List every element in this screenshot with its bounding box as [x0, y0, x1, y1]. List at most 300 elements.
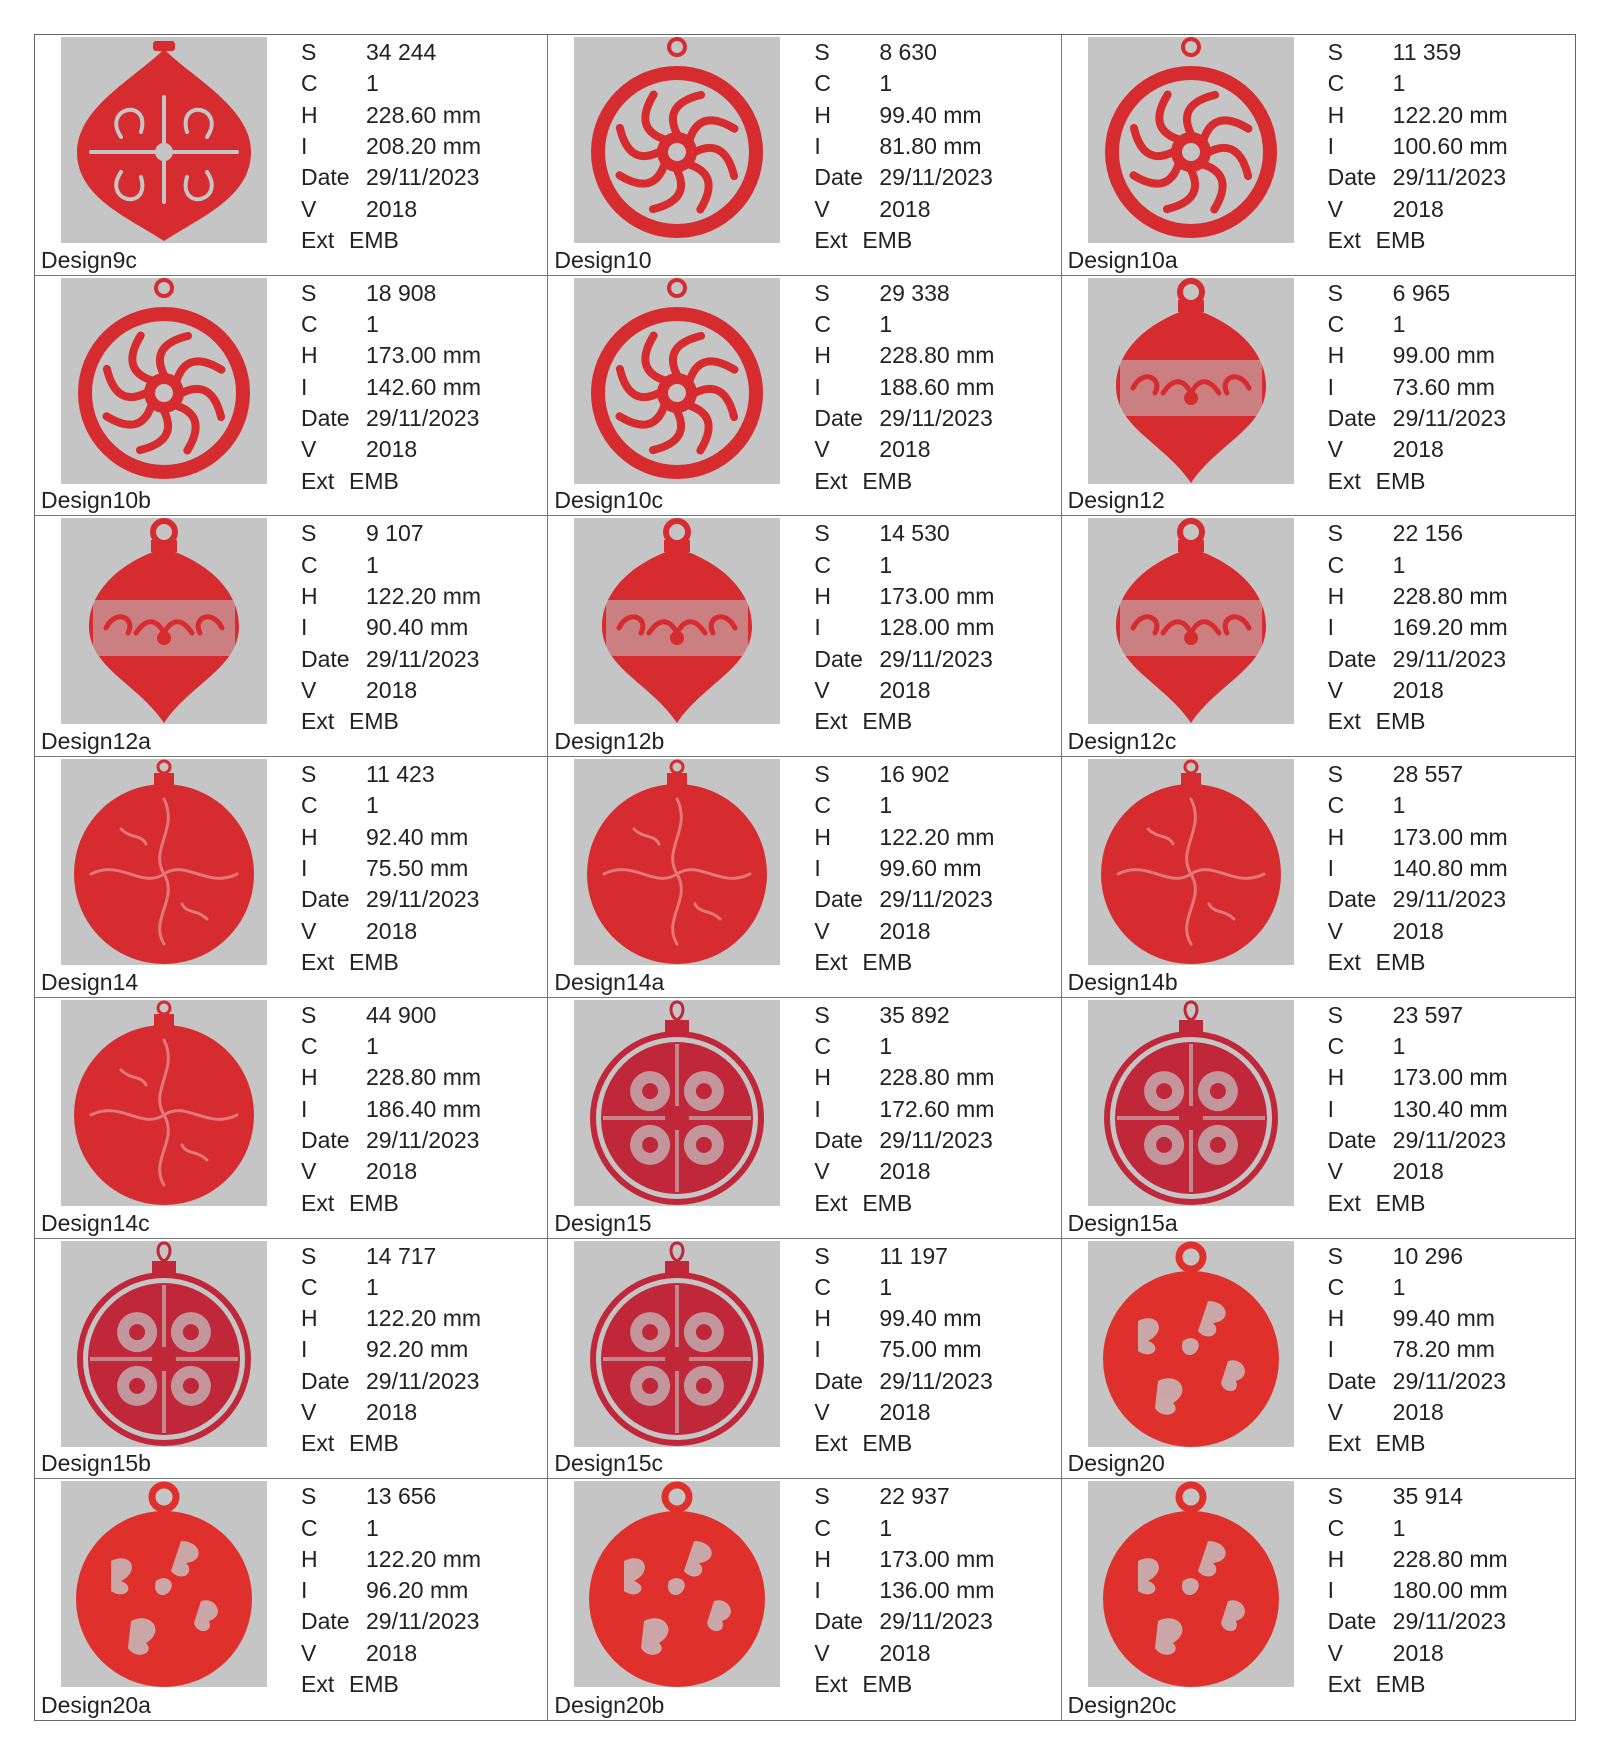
property-label: V	[814, 676, 830, 703]
property-value: EMB	[1375, 708, 1426, 735]
design-name: Design20a	[41, 1691, 151, 1718]
property-value: 99.40 mm	[879, 101, 982, 128]
property-value: 96.20 mm	[366, 1577, 469, 1604]
property-label: V	[1327, 436, 1343, 463]
property-value: 92.20 mm	[366, 1336, 469, 1363]
property-value: 1	[1392, 70, 1406, 97]
design-card[interactable]	[548, 757, 1061, 998]
property-label: C	[814, 1033, 831, 1060]
property-label: I	[301, 132, 308, 159]
ornament-solid-ball-icon	[574, 759, 780, 965]
design-card[interactable]	[1062, 516, 1575, 757]
property-label: Ext	[1327, 948, 1361, 975]
property-value: EMB	[1375, 948, 1426, 975]
property-label: Date	[1327, 404, 1377, 431]
property-value: EMB	[349, 948, 399, 975]
property-label: Date	[814, 1608, 863, 1635]
property-value: EMB	[1375, 226, 1426, 253]
property-label: Date	[1327, 1608, 1377, 1635]
property-label: S	[814, 279, 830, 306]
design-card[interactable]	[548, 276, 1061, 517]
property-label: C	[1327, 551, 1345, 578]
property-label: S	[814, 1242, 830, 1269]
property-value: 2018	[1392, 676, 1444, 703]
property-value: 2018	[879, 676, 931, 703]
design-name: Design15b	[41, 1450, 151, 1477]
property-label: C	[301, 70, 318, 97]
property-label: S	[301, 520, 317, 547]
property-value: 228.80 mm	[879, 1064, 995, 1091]
property-value: 228.80 mm	[1392, 1545, 1508, 1572]
property-label: Date	[1327, 164, 1377, 191]
design-card[interactable]	[35, 1239, 548, 1480]
property-value: 2018	[366, 917, 418, 944]
property-value: 29/11/2023	[366, 886, 480, 913]
property-value: 73.60 mm	[1392, 373, 1495, 400]
ornament-snowflake-ring-icon	[574, 37, 780, 243]
property-value: 2018	[1392, 195, 1444, 222]
property-label: C	[814, 311, 831, 337]
property-label: H	[814, 583, 831, 610]
property-label: H	[814, 823, 831, 850]
property-label: C	[301, 551, 318, 578]
property-label: H	[1327, 583, 1345, 610]
design-card[interactable]	[35, 516, 548, 757]
property-value: 180.00 mm	[1392, 1577, 1508, 1604]
ornament-leaf-cutout-icon	[1088, 1241, 1294, 1447]
property-value: 122.20 mm	[366, 1305, 482, 1332]
design-card[interactable]	[1062, 998, 1575, 1239]
property-label: H	[1327, 1064, 1345, 1091]
design-card[interactable]	[1062, 1479, 1575, 1720]
ornament-banded-bauble-icon	[61, 518, 267, 724]
property-value: 29/11/2023	[366, 1127, 480, 1154]
property-value: 1	[1392, 1514, 1406, 1541]
property-label: S	[814, 520, 830, 547]
property-value: 9 107	[366, 520, 424, 547]
property-label: I	[814, 614, 821, 641]
property-label: V	[814, 436, 830, 463]
design-card[interactable]	[35, 276, 548, 517]
property-label: C	[1327, 70, 1345, 97]
property-value: 2018	[366, 1399, 418, 1426]
property-label: Ext	[1327, 1430, 1361, 1457]
property-value: 1	[879, 551, 893, 578]
property-value: 99.40 mm	[1392, 1305, 1495, 1332]
property-value: EMB	[1375, 1430, 1426, 1457]
design-card[interactable]	[1062, 276, 1575, 517]
property-value: 29/11/2023	[879, 645, 993, 672]
property-label: S	[301, 761, 317, 788]
property-value: 29/11/2023	[366, 164, 480, 191]
property-value: 22 937	[879, 1483, 950, 1510]
property-value: EMB	[862, 1430, 913, 1457]
property-value: 35 914	[1392, 1483, 1464, 1510]
property-value: 29/11/2023	[879, 164, 993, 191]
property-value: 2018	[1392, 1639, 1444, 1666]
property-value: EMB	[862, 1189, 913, 1216]
property-value: 75.50 mm	[366, 855, 469, 882]
property-label: S	[301, 279, 317, 306]
property-label: C	[814, 1514, 831, 1541]
design-name: Design20c	[1067, 1691, 1177, 1718]
property-label: Ext	[1327, 1671, 1361, 1698]
property-value: 81.80 mm	[879, 132, 982, 159]
property-value: 2018	[879, 1639, 931, 1666]
property-label: I	[301, 1577, 308, 1604]
property-label: Date	[814, 1127, 863, 1154]
property-label: S	[814, 39, 830, 65]
property-value: 122.20 mm	[1392, 101, 1508, 128]
property-label: V	[301, 917, 317, 944]
property-value: 228.80 mm	[879, 342, 995, 369]
property-value: 29/11/2023	[1392, 645, 1507, 672]
property-value: EMB	[1375, 1189, 1426, 1216]
property-value: 29/11/2023	[1392, 1127, 1507, 1154]
property-value: 2018	[879, 1399, 931, 1426]
property-value: 1	[879, 1273, 893, 1300]
property-label: H	[814, 1305, 831, 1332]
design-card[interactable]	[35, 998, 548, 1239]
property-value: 99.00 mm	[1392, 342, 1495, 369]
design-name: Design12	[1067, 487, 1165, 514]
property-label: S	[301, 39, 317, 65]
property-value: 18 908	[366, 279, 437, 306]
property-label: Date	[1327, 1367, 1377, 1394]
property-value: 2018	[1392, 1399, 1444, 1426]
design-card[interactable]	[548, 998, 1061, 1239]
design-card[interactable]	[35, 35, 548, 276]
property-value: 75.00 mm	[879, 1336, 982, 1363]
property-value: 140.80 mm	[1392, 855, 1508, 882]
property-label: I	[1327, 373, 1335, 400]
property-label: C	[1327, 1273, 1345, 1300]
property-label: I	[1327, 614, 1335, 641]
property-label: H	[814, 1064, 831, 1091]
design-name: Design12b	[554, 728, 665, 755]
property-label: I	[814, 373, 821, 400]
property-label: C	[1327, 1514, 1345, 1541]
property-label: V	[301, 436, 317, 463]
design-name: Design12a	[41, 728, 151, 755]
property-value: 29/11/2023	[879, 1367, 993, 1394]
property-label: V	[814, 195, 830, 222]
property-value: 173.00 mm	[1392, 1064, 1508, 1091]
property-label: I	[301, 855, 308, 882]
property-label: S	[301, 1483, 317, 1510]
property-value: EMB	[349, 1189, 399, 1216]
property-value: 28 557	[1392, 761, 1464, 788]
property-value: 29/11/2023	[366, 404, 480, 431]
design-name: Design15	[554, 1209, 652, 1236]
property-label: V	[1327, 676, 1343, 703]
property-label: Date	[301, 164, 350, 191]
property-value: 1	[366, 1273, 379, 1300]
property-label: H	[814, 1545, 831, 1572]
property-label: Ext	[814, 1189, 848, 1216]
property-label: V	[1327, 1158, 1343, 1185]
property-label: S	[1327, 1483, 1343, 1510]
ornament-leaf-cutout-icon	[1088, 1481, 1294, 1687]
property-label: H	[814, 342, 831, 369]
property-value: 11 359	[1392, 39, 1462, 65]
design-card[interactable]	[548, 35, 1061, 276]
property-value: 29/11/2023	[879, 404, 993, 431]
property-value: 29/11/2023	[1392, 404, 1507, 431]
property-label: I	[1327, 1577, 1335, 1604]
property-value: 228.60 mm	[366, 101, 482, 128]
property-value: EMB	[862, 948, 913, 975]
property-value: 90.40 mm	[366, 614, 469, 641]
property-value: 128.00 mm	[879, 614, 995, 641]
property-label: Date	[301, 404, 350, 431]
design-card[interactable]	[35, 1479, 548, 1720]
property-value: 1	[879, 1033, 893, 1060]
property-label: C	[301, 311, 318, 337]
property-label: I	[1327, 855, 1335, 882]
property-value: 186.40 mm	[366, 1095, 482, 1122]
property-label: Ext	[814, 1430, 848, 1457]
ornament-lace-ball-icon	[574, 1241, 780, 1447]
property-label: I	[301, 1095, 308, 1122]
property-label: I	[814, 855, 821, 882]
property-value: 29/11/2023	[1392, 1608, 1507, 1635]
property-value: 1	[366, 792, 379, 819]
property-label: Ext	[814, 708, 848, 735]
property-label: C	[301, 792, 318, 819]
property-value: 8 630	[879, 39, 937, 65]
property-value: 2018	[879, 195, 931, 222]
property-label: S	[814, 1483, 830, 1510]
property-label: V	[301, 1158, 317, 1185]
design-card[interactable]	[548, 1239, 1061, 1480]
property-value: 11 423	[366, 761, 435, 788]
property-value: 29/11/2023	[879, 1608, 993, 1635]
property-value: 1	[1392, 792, 1406, 819]
property-value: 228.80 mm	[366, 1064, 482, 1091]
property-value: 35 892	[879, 1001, 950, 1028]
design-card[interactable]	[1062, 35, 1575, 276]
design-card[interactable]	[548, 516, 1061, 757]
property-label: Date	[301, 1608, 350, 1635]
property-label: H	[1327, 1545, 1345, 1572]
design-card[interactable]	[35, 757, 548, 998]
property-value: EMB	[862, 226, 913, 253]
property-label: H	[301, 1545, 318, 1572]
property-label: H	[301, 101, 318, 128]
property-label: Ext	[814, 467, 848, 494]
property-label: I	[1327, 1095, 1335, 1122]
property-value: EMB	[1375, 467, 1426, 494]
property-value: 142.60 mm	[366, 373, 482, 400]
property-label: Ext	[814, 226, 848, 253]
property-value: 2018	[879, 1158, 931, 1185]
property-label: I	[1327, 132, 1335, 159]
design-name: Design10a	[1067, 246, 1178, 273]
property-value: 2018	[366, 436, 418, 463]
property-label: Ext	[814, 948, 848, 975]
property-value: 23 597	[1392, 1001, 1464, 1028]
property-value: 1	[366, 1514, 379, 1541]
property-value: 100.60 mm	[1392, 132, 1508, 159]
design-name: Design14a	[554, 968, 665, 995]
property-label: H	[1327, 823, 1345, 850]
design-name: Design9c	[41, 246, 137, 273]
ornament-lace-ball-icon	[1088, 1000, 1294, 1206]
property-label: V	[1327, 195, 1343, 222]
property-label: V	[301, 676, 317, 703]
property-value: 130.40 mm	[1392, 1095, 1508, 1122]
property-label: Ext	[301, 948, 335, 975]
property-label: H	[814, 101, 831, 128]
property-label: Ext	[301, 467, 335, 494]
design-name: Design20b	[554, 1691, 665, 1718]
property-value: 122.20 mm	[366, 583, 482, 610]
design-card[interactable]	[548, 1479, 1061, 1720]
property-value: 2018	[879, 436, 931, 463]
property-label: Date	[1327, 1127, 1377, 1154]
property-label: I	[814, 1095, 821, 1122]
design-card[interactable]	[1062, 1239, 1575, 1480]
property-label: Ext	[301, 1430, 335, 1457]
property-label: H	[1327, 342, 1345, 369]
property-label: I	[301, 373, 308, 400]
property-value: EMB	[349, 1671, 399, 1698]
property-label: V	[1327, 1399, 1343, 1426]
design-name: Design14b	[1067, 968, 1178, 995]
property-value: 2018	[366, 195, 418, 222]
ornament-banded-bauble-icon	[1088, 278, 1294, 484]
property-value: 1	[366, 311, 379, 337]
ornament-snowflake-ring-icon	[1088, 37, 1294, 243]
property-value: 169.20 mm	[1392, 614, 1508, 641]
property-value: 29/11/2023	[1392, 886, 1507, 913]
property-label: Date	[814, 886, 863, 913]
design-name: Design14c	[41, 1209, 150, 1236]
property-label: V	[814, 917, 830, 944]
property-value: 173.00 mm	[879, 1545, 995, 1572]
ornament-solid-ball-icon	[61, 1000, 267, 1206]
property-label: Ext	[1327, 226, 1361, 253]
property-value: 2018	[366, 676, 418, 703]
property-label: V	[1327, 917, 1343, 944]
property-label: S	[814, 1001, 830, 1028]
property-label: S	[1327, 520, 1343, 547]
property-label: H	[1327, 101, 1345, 128]
property-value: 29/11/2023	[366, 1608, 480, 1635]
property-value: EMB	[349, 467, 399, 494]
property-label: Ext	[301, 226, 335, 253]
property-label: H	[301, 1305, 318, 1332]
property-value: 2018	[1392, 1158, 1444, 1185]
property-value: 44 900	[366, 1001, 437, 1028]
property-label: C	[814, 70, 831, 97]
property-value: 1	[879, 1514, 893, 1541]
property-value: 29/11/2023	[366, 645, 480, 672]
property-value: EMB	[1375, 1671, 1426, 1698]
property-value: 173.00 mm	[366, 342, 482, 369]
property-value: 29 338	[879, 279, 950, 306]
property-label: I	[814, 1577, 821, 1604]
property-label: Date	[814, 404, 863, 431]
property-label: S	[301, 1001, 317, 1028]
ornament-lace-ball-icon	[574, 1000, 780, 1206]
property-label: Date	[1327, 645, 1377, 672]
property-label: Ext	[814, 1671, 848, 1698]
ornament-banded-bauble-icon	[1088, 518, 1294, 724]
ornament-snowflake-ring-icon	[61, 278, 267, 484]
property-value: 13 656	[366, 1483, 437, 1510]
property-value: 2018	[1392, 436, 1444, 463]
property-label: I	[1327, 1336, 1335, 1363]
property-label: S	[1327, 39, 1343, 65]
property-label: C	[1327, 1033, 1345, 1060]
property-label: Ext	[1327, 1189, 1361, 1216]
property-value: 78.20 mm	[1392, 1336, 1495, 1363]
property-value: EMB	[349, 1430, 399, 1457]
property-value: 1	[879, 70, 893, 97]
property-label: Ext	[1327, 467, 1361, 494]
property-label: C	[301, 1514, 318, 1541]
property-label: H	[301, 1064, 318, 1091]
property-label: I	[814, 132, 821, 159]
design-name: Design10b	[41, 487, 151, 514]
property-value: 173.00 mm	[1392, 823, 1508, 850]
property-label: Date	[1327, 886, 1377, 913]
property-value: 1	[879, 311, 893, 337]
property-label: C	[301, 1033, 318, 1060]
property-label: Date	[301, 1127, 350, 1154]
design-name: Design20	[1067, 1450, 1165, 1477]
property-value: 1	[366, 551, 379, 578]
design-name: Design15a	[1067, 1209, 1178, 1236]
property-value: 172.60 mm	[879, 1095, 995, 1122]
property-label: Date	[301, 886, 350, 913]
ornament-leaf-cutout-icon	[61, 1481, 267, 1687]
property-value: 29/11/2023	[1392, 1367, 1507, 1394]
property-value: 29/11/2023	[366, 1367, 480, 1394]
ornament-banded-bauble-icon	[574, 518, 780, 724]
property-label: I	[301, 614, 308, 641]
design-name: Design10c	[554, 487, 664, 514]
design-name: Design15c	[554, 1450, 664, 1477]
property-value: 14 530	[879, 520, 950, 547]
property-value: 2018	[1392, 917, 1444, 944]
property-label: V	[301, 1639, 317, 1666]
property-value: 1	[366, 70, 379, 97]
property-label: H	[1327, 1305, 1345, 1332]
design-card[interactable]	[1062, 757, 1575, 998]
property-value: 10 296	[1392, 1242, 1464, 1269]
property-value: 11 197	[879, 1242, 948, 1269]
ornament-snowflake-ring-icon	[574, 278, 780, 484]
property-label: Date	[814, 164, 863, 191]
property-value: EMB	[349, 226, 399, 253]
property-label: Ext	[301, 1671, 335, 1698]
property-value: 1	[1392, 311, 1406, 337]
property-label: V	[301, 1399, 317, 1426]
property-label: C	[814, 1273, 831, 1300]
property-label: V	[1327, 1639, 1343, 1666]
design-name: Design12c	[1067, 728, 1177, 755]
property-label: C	[1327, 311, 1345, 337]
property-value: 16 902	[879, 761, 950, 788]
property-label: Date	[814, 645, 863, 672]
property-value: 228.80 mm	[1392, 583, 1508, 610]
property-value: 173.00 mm	[879, 583, 995, 610]
property-value: 122.20 mm	[366, 1545, 482, 1572]
property-value: 22 156	[1392, 520, 1464, 547]
